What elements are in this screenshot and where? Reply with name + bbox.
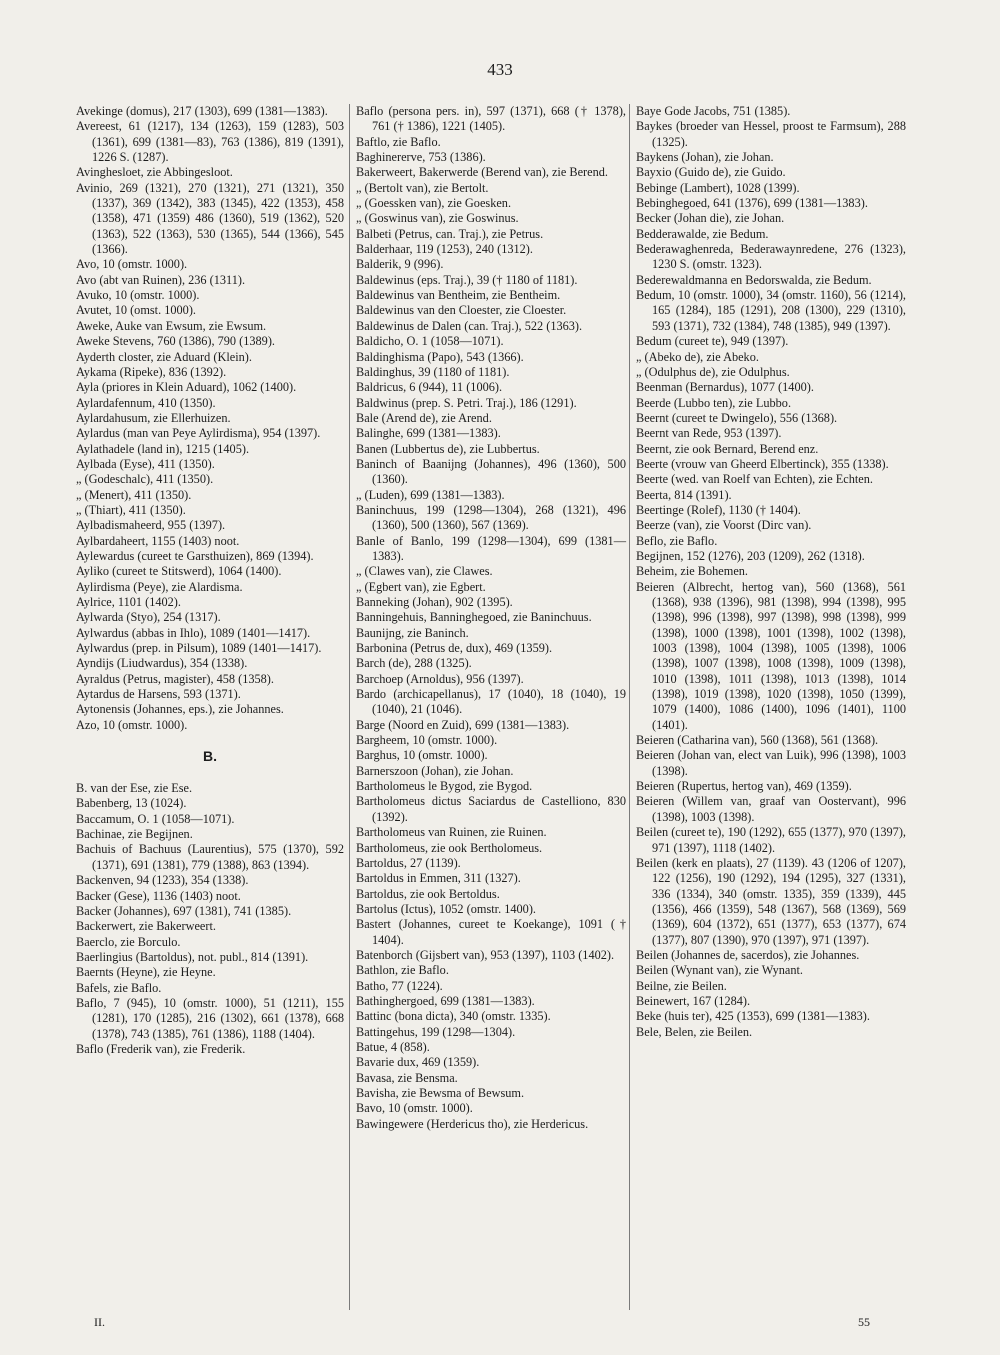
index-entry: Baghinererve, 753 (1386). (356, 150, 486, 165)
index-entry: Beieren (Catharina van), 560 (1368), 561 (1368). (636, 733, 879, 748)
index-entry: Ayla (priores in Klein Aduard), 1062 (1400). (76, 380, 297, 395)
index-entry: Bederewaldmanna en Bedorswalda, zie Bedum. (636, 272, 872, 287)
index-entry: Baykens (Johan), zie Johan. (636, 150, 774, 165)
index-entry: Bavisha, zie Bewsma of Bewsum. (356, 1086, 525, 1100)
index-entry: Battinc (bona dicta), 340 (omstr. 1335). (356, 1009, 551, 1024)
index-entry: Ayliko (cureet te Stitswerd), 1064 (1400). (76, 564, 282, 579)
index-entry: „ (Abeko de), zie Abeko. (636, 349, 759, 364)
index-entry: Baninchuus, 199 (1298—1304), 268 (1321), 496 (1360), 500 (1360), 567 (1369). (356, 502, 626, 533)
index-entry: Bachinae, zie Begijnen. (76, 827, 193, 842)
index-entry: Ayraldus (Petrus, magister), 458 (1358). (76, 671, 274, 686)
index-entry: Avutet, 10 (omst. 1000). (76, 303, 196, 318)
index-entry: Bathlon, zie Baflo. (356, 963, 449, 978)
index-entry: Baye Gode Jacobs, 751 (1385). (636, 104, 791, 118)
index-entry: Avekinge (domus), 217 (1303), 699 (1381—1383). (76, 104, 328, 118)
index-entry: Bartolus (Ictus), 1052 (omstr. 1400). (356, 901, 536, 916)
index-column-3 (636, 104, 906, 1040)
index-entry: Balderhaar, 119 (1253), 240 (1312). (356, 242, 533, 257)
index-entry: Aylbadismaheerd, 955 (1397). (76, 518, 226, 533)
index-entry: Baunijng, zie Baninch. (356, 625, 469, 640)
index-entry: Aylardus (man van Peye Aylirdisma), 954 (1397). (76, 426, 321, 441)
index-entry: Bedum (cureet te), 949 (1397). (636, 334, 789, 349)
index-entry: Bastert (Johannes, cureet te Koekange), 1091 († 1404). (356, 917, 626, 947)
index-entry: Beilne, zie Beilen. (636, 978, 727, 993)
index-entry: Baccamum, O. 1 (1058—1071). (76, 811, 235, 826)
column-divider (629, 104, 630, 1310)
index-entry: Baninch of Baanijng (Johannes), 496 (1360), 500 (1360). (356, 456, 626, 487)
index-entry: Barge (Noord en Zuid), 699 (1381—1383). (356, 717, 570, 732)
index-entry: Beilen (kerk en plaats), 27 (1139). 43 (1206 of 1207), 122 (1256), 190 (1292), 194 (1295), 327 (1331), 336 (1334), 340 (omstr. 1335), 359 (1339), 445 (1356), 466 (1359), 548 (1367), 568 (1369), 569 (1369), 604 (1372), 651 (1377), 653 (1377), 674 (1377), 807 (1390), 970 (1397), 971 (1397). (636, 855, 906, 947)
index-entry: „ (Menert), 411 (1350). (76, 487, 192, 502)
index-entry: Aykama (Ripeke), 836 (1392). (76, 364, 227, 379)
index-entry: Backerwert, zie Bakerweert. (76, 919, 216, 934)
index-entry: Beke (huis ter), 425 (1353), 699 (1381—1383). (636, 1009, 870, 1024)
index-entry: Beernt (cureet te Dwingelo), 556 (1368). (636, 410, 838, 425)
index-entry: Battingehus, 199 (1298—1304). (356, 1024, 516, 1039)
index-entry: Bavasa, zie Bensma. (356, 1070, 458, 1085)
index-entry: Batue, 4 (858). (356, 1039, 430, 1054)
index-column-1 (76, 104, 344, 1057)
index-entry: Bayxio (Guido de), zie Guido. (636, 165, 786, 180)
index-entry: Aweke Stevens, 760 (1386), 790 (1389). (76, 334, 276, 349)
index-entry: Balinghe, 699 (1381—1383). (356, 426, 501, 441)
index-entry: Beenman (Bernardus), 1077 (1400). (636, 380, 814, 395)
index-entry: Backer (Johannes), 697 (1381), 741 (1385). (76, 903, 292, 918)
index-entry: „ (Odulphus de), zie Odulphus. (636, 364, 790, 379)
index-entry: Baerlingius (Bartoldus), not. publ., 814 (1391). (76, 949, 309, 964)
index-entry: Banneking (Johan), 902 (1395). (356, 595, 513, 609)
index-entry: Avinghesloet, zie Abbingesloot. (76, 165, 233, 180)
index-entry: Barch (de), 288 (1325). (356, 656, 472, 671)
index-entry: „ (Luden), 699 (1381—1383). (356, 487, 505, 502)
index-entry: Beilen (Wynant van), zie Wynant. (636, 963, 803, 978)
index-entry: Bafels, zie Baflo. (76, 980, 162, 995)
index-entry: Baldewinus de Dalen (can. Traj.), 522 (1363). (356, 318, 583, 333)
index-entry: Beernt, zie ook Bernard, Berend enz. (636, 441, 819, 456)
index-entry: Baykes (broeder van Hessel, proost te Farmsum), 288 (1325). (636, 119, 906, 149)
index-entry: Aylwardus (abbas in Ihlo), 1089 (1401—1417). (76, 625, 311, 640)
index-entry: Bardo (archicapellanus), 17 (1040), 18 (1040), 19 (1040), 21 (1046). (356, 687, 626, 717)
section-letter-heading: B. (203, 748, 217, 765)
index-entry: Bartholomeus van Ruinen, zie Ruinen. (356, 825, 547, 840)
index-entry: Baldicho, O. 1 (1058—1071). (356, 334, 504, 349)
index-entry: Ayderth closter, zie Aduard (Klein). (76, 349, 252, 364)
index-entry: Baldewinus van Bentheim, zie Bentheim. (356, 288, 561, 303)
index-entry: Baldewinus (eps. Traj.), 39 († 1180 of 1181). (356, 272, 578, 287)
page-number: 433 (487, 60, 513, 79)
index-entry: B. van der Ese, zie Ese. (76, 781, 193, 796)
index-entry: Aytonensis (Johannes, eps.), zie Johannes. (76, 702, 284, 717)
index-entry: Baftlo, zie Baflo. (356, 134, 441, 149)
index-entry: „ (Egbert van), zie Egbert. (356, 579, 486, 594)
index-entry: Banle of Banlo, 199 (1298—1304), 699 (1381—1383). (356, 533, 626, 563)
index-entry: Beieren (Albrecht, hertog van), 560 (1368), 561 (1368), 938 (1396), 981 (1398), 994 (1398), 995 (1398), 996 (1398), 997 (1398), 998 (1398), 999 (1398), 1000 (1398), 1001 (1398), 1002 (1398), 1003 (1398), 1004 (1398), 1005 (1398), 1006 (1398), 1007 (1398), 1008 (1398), 1009 (1398), 1010 (1398), 1011 (1398), 1013 (1398), 1014 (1398), 1019 (1398), 1020 (1398), 1050 (1399), 1079 (1400), 1086 (1400), 1096 (1401), 1100 (1401). (636, 579, 906, 732)
index-entry: Beerde (Lubbo ten), zie Lubbo. (636, 395, 792, 410)
index-entry: Backer (Gese), 1136 (1403) noot. (76, 888, 241, 903)
index-entry: Baernts (Heyne), zie Heyne. (76, 965, 216, 980)
volume-number: II. (94, 1315, 105, 1329)
index-entry: Bele, Belen, zie Beilen. (636, 1024, 753, 1039)
index-entry: Avereest, 61 (1217), 134 (1263), 159 (1283), 503 (1361), 699 (1381—83), 763 (1386), 819 (1391), 1226 S. (1287). (76, 119, 344, 165)
index-entry: Bebinghegoed, 641 (1376), 699 (1381—1383). (636, 196, 868, 211)
index-entry: Bachuis of Bachuus (Laurentius), 575 (1370), 592 (1371), 691 (1381), 779 (1388), 863 (1394). (76, 842, 344, 872)
index-entry: Bavo, 10 (omstr. 1000). (356, 1101, 473, 1116)
index-entry: Aylwardus (prep. in Pilsum), 1089 (1401—1417). (76, 641, 322, 656)
index-entry: Bartoldus, 27 (1139). (356, 855, 461, 870)
index-entry: Balbeti (Petrus, can. Traj.), zie Petrus. (356, 226, 544, 241)
index-entry: Bargheem, 10 (omstr. 1000). (356, 733, 498, 748)
index-entry: Avuko, 10 (omstr. 1000). (76, 288, 200, 303)
index-entry: Bale (Arend de), zie Arend. (356, 410, 492, 425)
index-entry: Backenven, 94 (1233), 354 (1338). (76, 873, 249, 888)
index-entry: Aylardafennum, 410 (1350). (76, 395, 216, 410)
index-entry: Bartholomeus, zie ook Bertholomeus. (356, 840, 543, 855)
index-entry: Baerclo, zie Borculo. (76, 934, 181, 949)
index-entry: Aweke, Auke van Ewsum, zie Ewsum. (76, 318, 267, 333)
index-entry: Batho, 77 (1224). (356, 978, 443, 993)
index-entry: Aylwarda (Styo), 254 (1317). (76, 610, 221, 625)
index-entry: Aylrice, 1101 (1402). (76, 595, 181, 609)
index-entry: Beheim, zie Bohemen. (636, 564, 749, 579)
index-entry: Baldewinus van den Cloester, zie Cloester. (356, 303, 567, 318)
index-entry: Bederawaghenreda, Bederawaynredene, 276 (1323), 1230 S. (omstr. 1323). (636, 242, 906, 272)
index-entry: „ (Clawes van), zie Clawes. (356, 564, 493, 579)
index-entry: Ayndijs (Liudwardus), 354 (1338). (76, 656, 248, 671)
index-entry: Beilen (Johannes de, sacerdos), zie Johannes. (636, 947, 860, 962)
index-entry: Bartholomeus dictus Saciardus de Castelliono, 830 (1392). (356, 794, 626, 824)
index-entry: Avo, 10 (omstr. 1000). (76, 257, 188, 272)
index-entry: Banningehuis, Banninghegoed, zie Baninchuus. (356, 610, 592, 625)
index-entry: Beieren (Johan van, elect van Luik), 996 (1398), 1003 (1398). (636, 748, 906, 778)
index-entry: Beerze (van), zie Voorst (Dirc van). (636, 518, 812, 533)
index-entry: Beilen (cureet te), 190 (1292), 655 (1377), 970 (1397), 971 (1397), 1118 (1402). (636, 825, 906, 855)
index-entry: „ (Goswinus van), zie Goswinus. (356, 211, 519, 226)
index-column-2 (356, 104, 626, 1132)
index-entry: Bedum, 10 (omstr. 1000), 34 (omstr. 1160), 56 (1214), 165 (1284), 185 (1291), 208 (1300), 229 (1310), 593 (1371), 732 (1384), 748 (1385), 949 (1397). (636, 288, 906, 333)
index-entry: Barbonina (Petrus de, dux), 469 (1359). (356, 641, 553, 656)
index-entry: Bebinge (Lambert), 1028 (1399). (636, 180, 800, 195)
index-entry: Aylardahusum, zie Ellerhuizen. (76, 410, 231, 425)
index-entry: Baflo (Frederik van), zie Frederik. (76, 1041, 246, 1056)
index-entry: Baflo, 7 (945), 10 (omstr. 1000), 51 (1211), 155 (1281), 170 (1285), 216 (1302), 661 (1378), 668 (1378), 743 (1385), 761 (1386), 1188 (1404). (76, 995, 344, 1041)
index-entry: Beflo, zie Baflo. (636, 533, 718, 548)
index-entry: Bathinghergoed, 699 (1381—1383). (356, 993, 535, 1008)
index-entry: „ (Godeschalc), 411 (1350). (76, 472, 214, 487)
index-entry: Bakerweert, Bakerwerde (Berend van), zie Berend. (356, 165, 608, 180)
index-entry: Aylbardaheert, 1155 (1403) noot. (76, 533, 240, 548)
index-entry: Baldricus, 6 (944), 11 (1006). (356, 380, 503, 395)
index-entry: Balderik, 9 (996). (356, 257, 444, 272)
index-entry: Aylirdisma (Peye), zie Alardisma. (76, 579, 243, 594)
index-entry: „ (Bertolt van), zie Bertolt. (356, 180, 489, 195)
signature-number: 55 (858, 1315, 870, 1329)
index-entry: Barghus, 10 (omstr. 1000). (356, 748, 488, 763)
index-entry: Beerte (vrouw van Gheerd Elbertinck), 355 (1338). (636, 456, 889, 471)
index-entry: Beernt van Rede, 953 (1397). (636, 426, 782, 441)
index-entry: Baldwinus (prep. S. Petri. Traj.), 186 (1291). (356, 395, 577, 410)
index-entry: Babenberg, 13 (1024). (76, 796, 187, 811)
index-entry: Beerte (wed. van Roelf van Echten), zie Echten. (636, 472, 873, 487)
index-entry: Begijnen, 152 (1276), 203 (1209), 262 (1318). (636, 548, 865, 563)
index-entry: Aylbada (Eyse), 411 (1350). (76, 456, 215, 471)
index-entry: Barchoep (Arnoldus), 956 (1397). (356, 671, 524, 686)
index-entry: Barnerszoon (Johan), zie Johan. (356, 763, 514, 778)
index-entry: Baflo (persona pers. in), 597 (1371), 668 († 1378), 761 († 1386), 1221 (1405). (356, 104, 626, 134)
index-entry: Bavarie dux, 469 (1359). (356, 1055, 480, 1070)
index-entry: Bartoldus in Emmen, 311 (1327). (356, 871, 521, 886)
index-entry: Banen (Lubbertus de), zie Lubbertus. (356, 441, 540, 456)
index-entry: Aytardus de Harsens, 593 (1371). (76, 687, 241, 702)
index-entry: Baldinghisma (Papo), 543 (1366). (356, 349, 524, 364)
column-divider (349, 104, 350, 1310)
index-entry: Aylewardus (cureet te Garsthuizen), 869 (1394). (76, 548, 314, 563)
index-entry: Batenborch (Gijsbert van), 953 (1397), 1103 (1402). (356, 947, 615, 962)
index-entry: Beieren (Rupertus, hertog van), 469 (1359). (636, 779, 852, 794)
index-entry: Baldinghus, 39 (1180 of 1181). (356, 364, 510, 379)
index-entry: Avo (abt van Ruinen), 236 (1311). (76, 272, 246, 287)
index-entry: Bawingewere (Herdericus tho), zie Herdericus. (356, 1116, 589, 1131)
index-entry: Bartoldus, zie ook Bertoldus. (356, 886, 500, 901)
index-entry: Beerta, 814 (1391). (636, 487, 732, 502)
index-entry: Aylathadele (land in), 1215 (1405). (76, 441, 250, 456)
index-entry: „ (Thiart), 411 (1350). (76, 502, 186, 517)
index-entry: Becker (Johan die), zie Johan. (636, 211, 785, 226)
index-entry: Azo, 10 (omstr. 1000). (76, 717, 188, 732)
index-entry: Bartholomeus le Bygod, zie Bygod. (356, 779, 533, 794)
index-entry: Bedderawalde, zie Bedum. (636, 226, 769, 241)
index-entry: Avinio, 269 (1321), 270 (1321), 271 (1321), 350 (1337), 369 (1342), 383 (1345), 422 (1353), 458 (1358), 471 (1359) 486 (1360), 519 (1362), 520 (1363), 522 (1363), 530 (1365), 544 (1366), 545 (1366). (76, 180, 344, 257)
index-entry: „ (Goessken van), zie Goesken. (356, 196, 512, 211)
index-entry: Beieren (Willem van, graaf van Oostervant), 996 (1398), 1003 (1398). (636, 794, 906, 824)
index-entry: Beertinge (Rolef), 1130 († 1404). (636, 502, 801, 517)
index-entry: Beinewert, 167 (1284). (636, 993, 751, 1008)
